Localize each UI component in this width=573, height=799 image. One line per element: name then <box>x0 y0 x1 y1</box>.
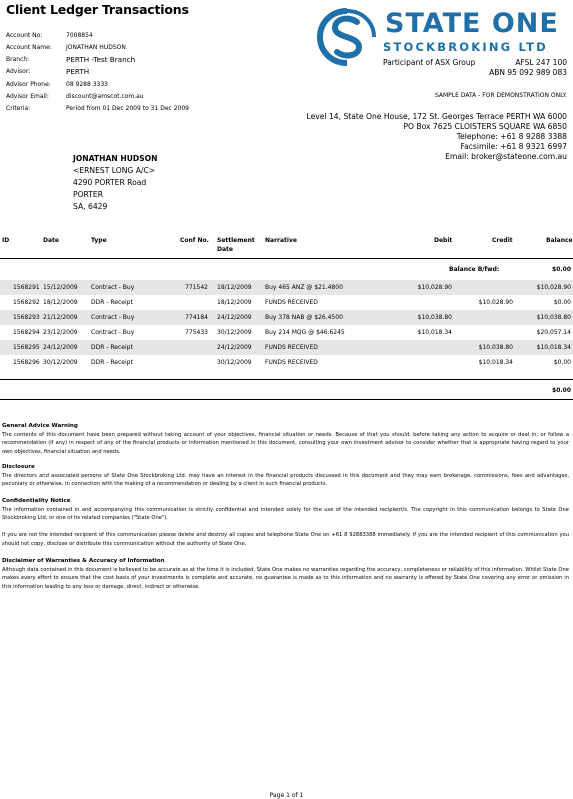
total-bottom-divider <box>0 399 573 400</box>
section-text: The contents of this document have been prepared without taking account of your objectives, financial situation or needs. Because of that you should, before taking any action to acquire or deal in, or follow a recommendation (if any) in respect of any of the financial products or information mentioned in this document, consulting your own investment advisor to consider whether that is appropriate having regard to your own objectives, financial situation and needs. <box>2 431 569 455</box>
account-name-value: JONATHAN HUDSON <box>66 44 126 51</box>
column-header-debit: Debit <box>434 237 453 244</box>
column-header-id: ID <box>2 237 10 244</box>
client-address-line: 4290 PORTER Road <box>73 178 147 187</box>
table-row <box>0 295 573 310</box>
row-narrative: Buy 214 MQG @ $46.6245 <box>265 329 345 336</box>
section-heading: Confidentiality Notice <box>2 498 71 504</box>
row-date: 24/12/2009 <box>43 344 78 351</box>
company-facsimile: Facsimile: +61 8 9321 6997 <box>460 142 567 151</box>
criteria-label: Criteria: <box>6 105 31 112</box>
row-settlement-date: 30/12/2009 <box>217 329 252 336</box>
row-narrative: FUNDS RECEIVED <box>265 359 318 366</box>
row-narrative: FUNDS RECEIVED <box>265 299 318 306</box>
column-header-narrative: Narrative <box>265 237 297 244</box>
row-type: DDR - Receipt <box>91 299 133 306</box>
row-date: 18/12/2009 <box>43 299 78 306</box>
column-header-type: Type <box>91 237 107 244</box>
company-email: Email: broker@stateone.com.au <box>445 152 567 161</box>
row-debit: $10,038.80 <box>417 314 452 321</box>
row-balance: $0.00 <box>553 299 571 306</box>
advisor-email-value: discount@amscot.com.au <box>66 93 144 100</box>
balance-bfwd-value: $0.00 <box>552 266 571 273</box>
table-row <box>0 355 573 370</box>
state-one-logo-icon <box>317 8 377 66</box>
row-conf-no: 775433 <box>185 329 208 336</box>
row-conf-no: 771542 <box>185 284 208 291</box>
client-address-line: SA, 6429 <box>73 202 108 211</box>
row-id: 1568295 <box>13 344 40 351</box>
advisor-email-label: Advisor Email: <box>6 93 49 100</box>
advisor-phone-value: 08 9288 3333 <box>66 81 108 88</box>
column-header-settlement <box>217 237 255 254</box>
abn-number: ABN 95 092 989 083 <box>489 68 567 77</box>
row-narrative: Buy 378 NAB @ $26.4500 <box>265 314 343 321</box>
balance-bfwd-label: Balance B/fwd: <box>449 266 500 273</box>
row-type: DDR - Receipt <box>91 344 133 351</box>
advisor-value: PERTH <box>66 67 90 76</box>
company-address-line: PO Box 7625 CLOISTERS SQUARE WA 6850 <box>403 122 567 131</box>
row-balance: $10,018.34 <box>536 344 571 351</box>
row-settlement-date: 18/12/2009 <box>217 284 252 291</box>
column-header-conf-no: Conf No. <box>180 237 209 244</box>
client-name: JONATHAN HUDSON <box>73 154 158 163</box>
confidentiality-notice <box>2 497 569 523</box>
column-header-credit: Credit <box>492 237 513 244</box>
company-telephone: Telephone: +61 8 9288 3388 <box>456 132 567 141</box>
client-address-line: <ERNEST LONG A/C> <box>73 166 156 175</box>
row-credit: $10,038.80 <box>478 344 513 351</box>
general-advice-warning <box>2 422 569 456</box>
client-address-line: PORTER <box>73 190 103 199</box>
table-row <box>0 325 573 340</box>
page-number: Page 1 of 1 <box>269 792 304 799</box>
section-text: Although data contained in this document is believed to be accurate as at the time it is included, State One makes no warranties regarding the accuracy, completeness or reliability of this information. Whilst State One makes every effort to ensure that the cost basis of your investments is complete and accurate, no guarantee is made as to this information and no warranty is offered by State One covering any error or omission in this information leading to any loss or damage, direct, indirect or otherwise. <box>2 566 569 590</box>
row-debit: $10,018.34 <box>417 329 452 336</box>
header-divider <box>0 258 573 259</box>
table-row <box>0 280 573 295</box>
table-row <box>0 310 573 325</box>
company-address-line: Level 14, State One House, 172 St. Georges Terrace PERTH WA 6000 <box>306 112 567 121</box>
row-date: 15/12/2009 <box>43 284 78 291</box>
page-title: Client Ledger Transactions <box>6 2 189 17</box>
asx-participant: Participant of ASX Group <box>383 58 476 67</box>
account-name-label: Account Name: <box>6 44 52 51</box>
branch-label: Branch: <box>6 56 30 63</box>
column-header-balance: Balance <box>546 237 573 244</box>
afsl-number: AFSL 247 100 <box>515 58 567 67</box>
row-type: Contract - Buy <box>91 314 135 321</box>
account-no-value: 7008854 <box>66 32 93 39</box>
row-id: 1568294 <box>13 329 40 336</box>
row-debit: $10,028.90 <box>417 284 452 291</box>
row-narrative: FUNDS RECEIVED <box>265 344 318 351</box>
disclaimer-of-warranties <box>2 557 569 591</box>
sample-data-note: SAMPLE DATA - FOR DEMONSTRATION ONLY. <box>434 92 567 99</box>
confidentiality-notice-continued <box>2 531 569 548</box>
section-heading: Disclosure <box>2 464 35 470</box>
row-date: 21/12/2009 <box>43 314 78 321</box>
account-no-label: Account No: <box>6 32 43 39</box>
section-text: If you are not the intended recipient of this communication please delete and destroy all copies and telephone State One on +61 8 92883388 immediately. If you are the intended recipient of this communication you should not copy, disclose or distribute this communication without the authority of State One. <box>2 532 569 547</box>
row-balance: $10,038.80 <box>536 314 571 321</box>
criteria-value: Period from 01 Dec 2009 to 31 Dec 2009 <box>66 105 189 112</box>
section-text: The information contained in and accompanying this communication is strictly confidential and intended solely for the use of the intended recipient/s. The copyright in this communication belongs to State One Stockbroking Ltd. or one of its related companies ("State One"). <box>2 506 569 522</box>
settlement-date-label: Date <box>217 245 233 253</box>
advisor-phone-label: Advisor Phone: <box>6 81 51 88</box>
row-balance: $20,057.14 <box>536 329 571 336</box>
closing-balance: $0.00 <box>552 387 571 394</box>
row-credit: $10,018.34 <box>478 359 513 366</box>
brand-subtitle: STOCKBROKING LTD <box>383 40 548 54</box>
row-date: 23/12/2009 <box>43 329 78 336</box>
row-date: 30/12/2009 <box>43 359 78 366</box>
row-settlement-date: 24/12/2009 <box>217 314 252 321</box>
row-balance: $10,028.90 <box>536 284 571 291</box>
total-top-divider <box>0 379 573 380</box>
settlement-label: Settlement <box>217 237 255 244</box>
row-type: Contract - Buy <box>91 284 135 291</box>
table-row <box>0 340 573 355</box>
row-conf-no: 774184 <box>185 314 208 321</box>
row-settlement-date: 18/12/2009 <box>217 299 252 306</box>
row-id: 1568292 <box>13 299 40 306</box>
row-id: 1568291 <box>13 284 40 291</box>
disclosure <box>2 463 569 489</box>
row-settlement-date: 30/12/2009 <box>217 359 252 366</box>
row-balance: $0.00 <box>553 359 571 366</box>
section-heading: General Advice Warning <box>2 423 78 429</box>
row-type: Contract - Buy <box>91 329 135 336</box>
section-heading: Disclaimer of Warranties & Accuracy of Information <box>2 558 165 564</box>
row-credit: $10,028.90 <box>478 299 513 306</box>
row-type: DDR - Receipt <box>91 359 133 366</box>
row-narrative: Buy 465 ANZ @ $21.4800 <box>265 284 343 291</box>
column-header-date: Date <box>43 237 59 244</box>
row-settlement-date: 24/12/2009 <box>217 344 252 351</box>
row-id: 1568296 <box>13 359 40 366</box>
row-id: 1568293 <box>13 314 40 321</box>
section-text: The directors and associated persons of State One Stockbroking Ltd. may have an interest in the financial products discussed in this document and they may earn brokerage, commissions, fees and advantages, pecuniary or otherwise, in connection with the making of a recommendation or dealing by a client in such financial products. <box>2 472 569 488</box>
branch-value: PERTH -Test Branch <box>66 55 136 64</box>
advisor-label: Advisor: <box>6 68 31 75</box>
brand-name: STATE ONE <box>385 8 559 39</box>
